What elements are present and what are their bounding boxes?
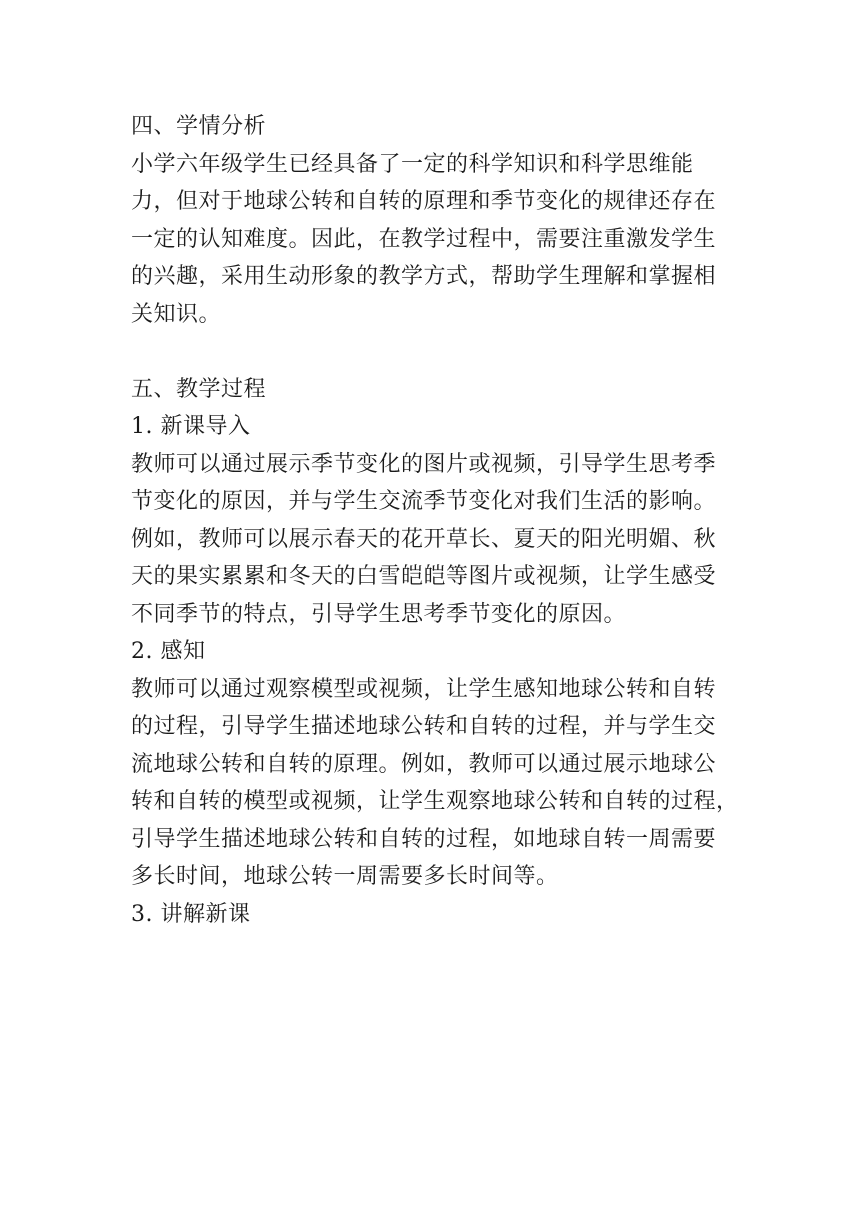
- paragraph-line: 小学六年级学生已经具备了一定的科学知识和科学思维能: [131, 151, 694, 177]
- paragraph-line: 不同季节的特点，引导学生思考季节变化的原因。: [131, 601, 627, 627]
- paragraph-spacer: [131, 333, 736, 371]
- paragraph-line: 教师可以通过展示季节变化的图片或视频，引导学生思考季: [131, 451, 717, 477]
- paragraph-line: 转和自转的模型或视频，让学生观察地球公转和自转的过程，: [131, 789, 739, 814]
- paragraph-line: 流地球公转和自转的原理。例如，教师可以通过展示地球公: [131, 751, 717, 777]
- step-title-1: 1. 新课导入: [131, 414, 251, 439]
- section-heading-5: 五、教学过程: [131, 376, 267, 402]
- step-title-3: 3. 讲解新课: [131, 901, 251, 927]
- section-heading-4: 四、学情分析: [131, 114, 267, 139]
- paragraph-line: 引导学生描述地球公转和自转的过程，如地球自转一周需要: [131, 826, 717, 852]
- paragraph-line: 教师可以通过观察模型或视频，让学生感知地球公转和自转: [131, 676, 717, 702]
- paragraph-line: 的过程，引导学生描述地球公转和自转的过程，并与学生交: [131, 714, 717, 739]
- paragraph-line: 例如，教师可以展示春天的花开草长、夏天的阳光明媚、秋: [131, 526, 717, 552]
- paragraph-line: 力，但对于地球公转和自转的原理和季节变化的规律还存在: [131, 189, 717, 214]
- paragraph-line: 一定的认知难度。因此，在教学过程中，需要注重激发学生: [131, 226, 717, 252]
- paragraph-line: 多长时间，地球公转一周需要多长时间等。: [131, 864, 559, 889]
- paragraph-line: 天的果实累累和冬天的白雪皑皑等图片或视频，让学生感受: [131, 564, 717, 589]
- document-page: [131, 108, 739, 933]
- paragraph-line: 节变化的原因，并与学生交流季节变化对我们生活的影响。: [131, 489, 717, 514]
- paragraph-line: 的兴趣，采用生动形象的教学方式，帮助学生理解和掌握相: [131, 264, 717, 289]
- step-title-2: 2. 感知: [131, 639, 206, 664]
- paragraph-line: 关知识。: [131, 301, 222, 327]
